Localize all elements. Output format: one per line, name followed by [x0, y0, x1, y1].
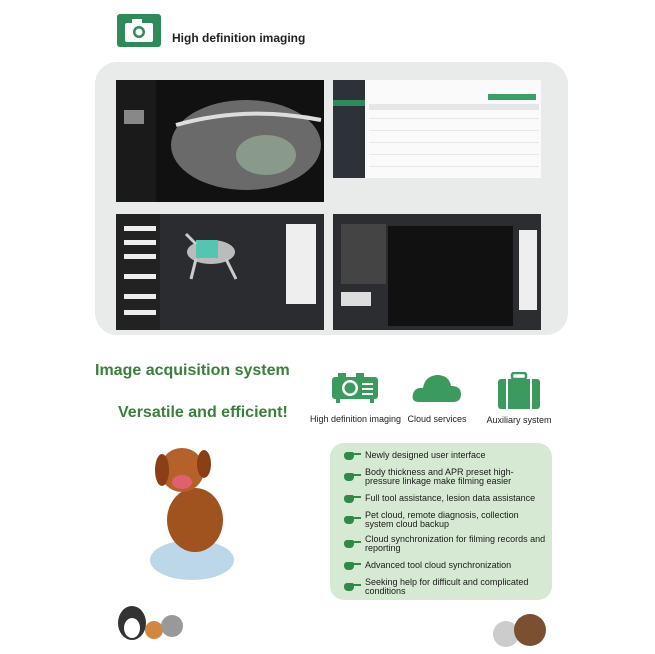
feature-hd-imaging [310, 372, 400, 424]
image-editor-screenshot [333, 214, 541, 330]
pointing-hand-icon [344, 540, 362, 548]
feature-auxiliary [474, 372, 564, 425]
pointing-hand-icon [344, 452, 362, 460]
page-title: High definition imaging [172, 31, 306, 45]
list-item: Advanced tool cloud synchronization [344, 559, 546, 572]
feature-cloud [392, 372, 482, 424]
pointing-hand-icon [344, 473, 362, 481]
versatile-heading: Versatile and efficient! [118, 404, 288, 421]
pointing-hand-icon [344, 495, 362, 503]
pointing-hand-icon [344, 516, 362, 524]
list-item: Body thickness and APR preset high-pressure linkage make filming easier [344, 468, 546, 486]
feature-label: High definition imaging [310, 414, 402, 424]
pets-right-image [488, 608, 550, 650]
list-item: Cloud synchronization for filming records and reporting [344, 535, 546, 553]
feature-label: Auxiliary system [486, 415, 552, 425]
suitcase-icon [496, 372, 542, 410]
list-item: Seeking help for difficult and complicated conditions [344, 578, 546, 596]
pointing-hand-icon [344, 583, 362, 591]
list-item: Full tool assistance, lesion data assistance [344, 492, 546, 505]
acquisition-heading: Image acquisition system [95, 362, 290, 379]
pointing-hand-icon [344, 562, 362, 570]
feature-label: Cloud services [407, 414, 467, 424]
pets-left-image [112, 598, 187, 643]
dog-image [140, 440, 240, 585]
xray-viewer-screenshot [116, 80, 324, 202]
projector-icon [330, 372, 380, 404]
features-list-box [330, 443, 552, 600]
camera-icon [117, 14, 161, 47]
list-item: Newly designed user interface [344, 449, 546, 462]
list-item: Pet cloud, remote diagnosis, collection system cloud backup [344, 511, 546, 529]
records-table-screenshot [333, 80, 541, 178]
positioning-screenshot [116, 214, 324, 330]
cloud-icon [411, 372, 463, 404]
